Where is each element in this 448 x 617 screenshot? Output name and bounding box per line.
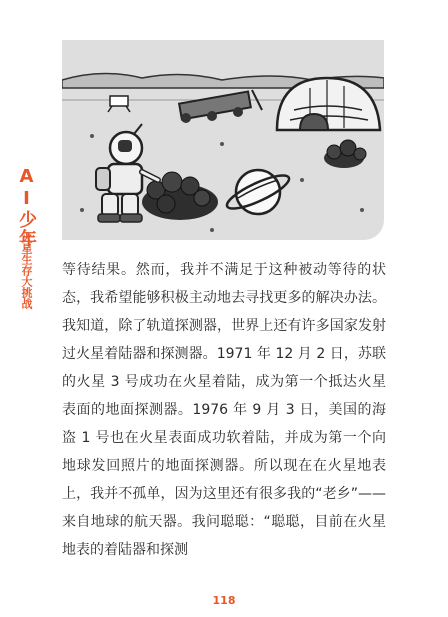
- small-lander: [108, 96, 130, 112]
- body-text: [62, 256, 386, 564]
- mars-scene-image: [62, 40, 384, 240]
- rover: [179, 90, 262, 123]
- book-title: AI少年: [16, 166, 37, 248]
- rock-pile-right: [324, 140, 366, 168]
- book-subtitle: 火星生存大挑战: [20, 232, 33, 309]
- page-number: 118: [212, 594, 236, 607]
- ringed-planet: [223, 169, 292, 214]
- chapter-illustration: [62, 40, 384, 240]
- body-paragraph: 等待结果。然而，我并不满足于这种被动等待的状态，我希望能够积极主动地去寻找更多的解决办法。我知道，除了轨道探测器，世界上还有许多国家发射过火星着陆器和探测器。1971 年 12 月 2 日，苏联的火星 3 号成功在火星着陆，成为第一个抵达火星表面的地面探测器。1976 年 9 月 3 日，美国的海盗 1 号也在火星表面成功软着陆，并成为第一个向地球发回照片的地面探测器。所以现在在火星地表上，我并不孤单，因为这里还有很多我的“老乡”——来自地球的航天器。我问聪聪：“聪聪，目前在火星地表的着陆器和探测: [62, 262, 386, 558]
